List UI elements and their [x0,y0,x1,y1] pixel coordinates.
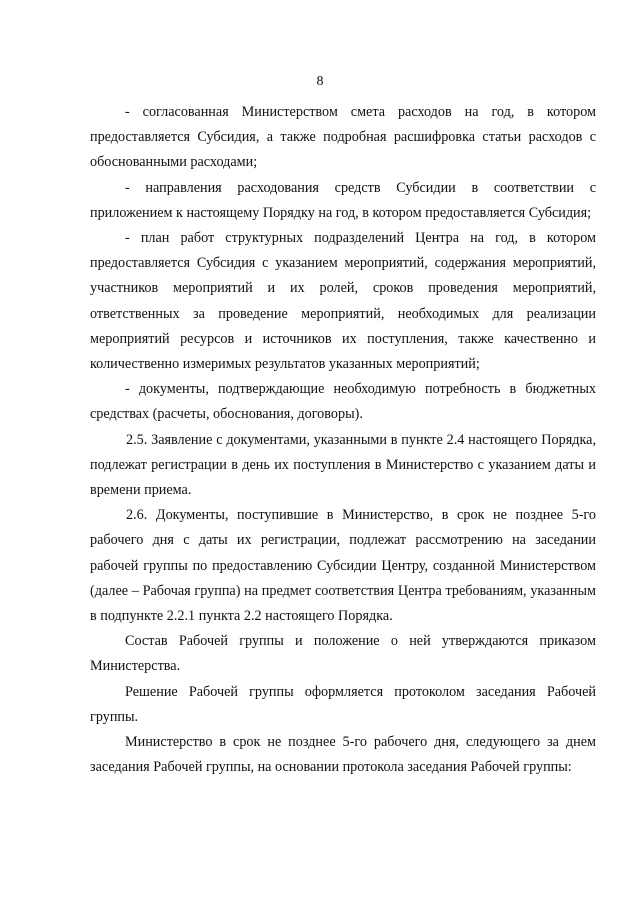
paragraph-ministry-deadline: Министерство в срок не позднее 5-го рабочего дня, следующего за днем заседания Рабочей группы, на основании протокола заседания Рабочей группы: [90,734,596,776]
page-number: 8 [316,74,324,89]
paragraph-work-plan: - план работ структурных подразделений Центра на год, в котором предоставляется Субсидия с указанием мероприятий, содержания мероприятий, участников мероприятий и их ролей, сроков проведения мероприятий, ответственных за проведение мероприятий, необходимых для реализации мероприятий ресурсов и источников их поступления, также качественно и количественно измеримых результатов указанных мероприятий; [90,230,596,373]
paragraph-2-6: 2.6. Документы, поступившие в Министерство, в срок не позднее 5-го рабочего дня с даты их регистрации, подлежат рассмотрению на заседании рабочей группы по предоставлению Субсидии Центру, созданной Министерством (далее – Рабочая группа) на предмет соответствия Центра требованиям, указанным в подпункте 2.2.1 пункта 2.2 настоящего Порядка. [90,507,596,625]
paragraph-working-group-composition: Состав Рабочей группы и положение о ней утверждаются приказом Министерства. [90,633,596,675]
paragraph-working-group-decision: Решение Рабочей группы оформляется протоколом заседания Рабочей группы. [90,683,596,725]
paragraph-budget-documents: - документы, подтверждающие необходимую потребность в бюджетных средствах (расчеты, обоснования, договоры). [90,381,596,423]
paragraph-cost-estimate: - согласованная Министерством смета расходов на год, в котором предоставляется Субсидия, а также подробная расшифровка статьи расходов с обоснованными расходами; [90,104,596,171]
document-body [90,100,596,780]
paragraph-2-5: 2.5. Заявление с документами, указанными в пункте 2.4 настоящего Порядка, подлежат регистрации в день их поступления в Министерство с указанием даты и времени приема. [90,431,596,499]
paragraph-spending-directions: - направления расходования средств Субсидии в соответствии с приложением к настоящему Порядку на год, в котором предоставляется Субсидия; [90,179,596,221]
